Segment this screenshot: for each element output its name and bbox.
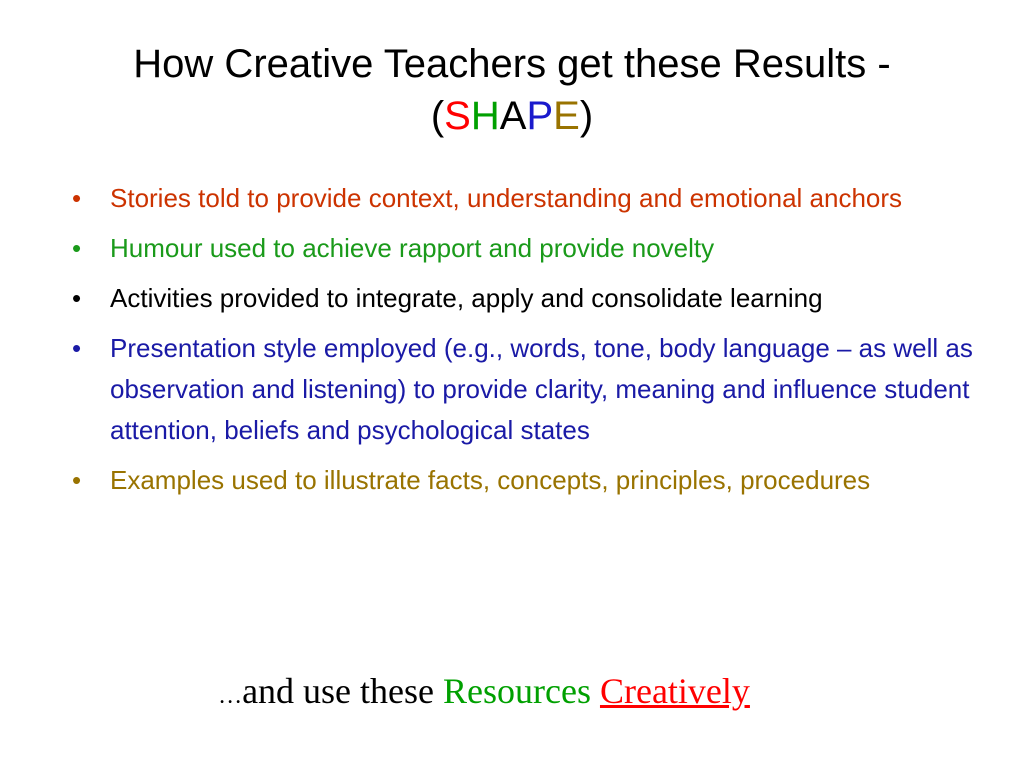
acronym-letter-p: P (526, 94, 554, 138)
bullet-dot-icon: • (72, 465, 82, 495)
bullet-dot-icon: • (72, 333, 82, 363)
bullet-dot-icon: • (72, 233, 82, 263)
footer-ellipsis: … (218, 683, 243, 709)
title-open-paren: ( (430, 94, 445, 138)
list-item (72, 278, 982, 319)
footer-tagline (0, 668, 968, 719)
shape-acronym (444, 94, 580, 138)
title-line-2 (40, 90, 984, 142)
acronym-letter-e: E (553, 94, 580, 138)
acronym-letter-s: S (444, 94, 471, 138)
list-item (72, 460, 982, 501)
footer-space (591, 671, 600, 711)
acronym-letter-h: H (470, 94, 500, 138)
footer-resources-word: Resources (443, 671, 591, 711)
footer-creatively-word: Creatively (599, 671, 750, 711)
bullet-text: Stories told to provide context, understanding and emotional anchors (110, 183, 903, 213)
list-item (72, 328, 982, 451)
bullet-text: Activities provided to integrate, apply and consolidate learning (110, 283, 823, 313)
title-close-paren: ) (579, 94, 594, 138)
title-line-1: How Creative Teachers get these Results - (133, 42, 891, 86)
bullet-text: Examples used to illustrate facts, concepts, principles, procedures (110, 465, 871, 495)
list-item (72, 178, 982, 219)
bullet-text: Presentation style employed (e.g., words, tone, body language – as well as observation and listening) to provide clarity, meaning and influence student attention, beliefs and psychological states (110, 333, 973, 445)
bullet-text: Humour used to achieve rapport and provide novelty (110, 233, 715, 263)
bullet-list (72, 178, 982, 510)
bullet-dot-icon: • (72, 183, 82, 213)
acronym-letter-a: A (499, 94, 527, 138)
bullet-dot-icon: • (72, 283, 82, 313)
list-item (72, 228, 982, 269)
slide-title (40, 38, 984, 142)
footer-lead-text: and use these (242, 671, 443, 711)
